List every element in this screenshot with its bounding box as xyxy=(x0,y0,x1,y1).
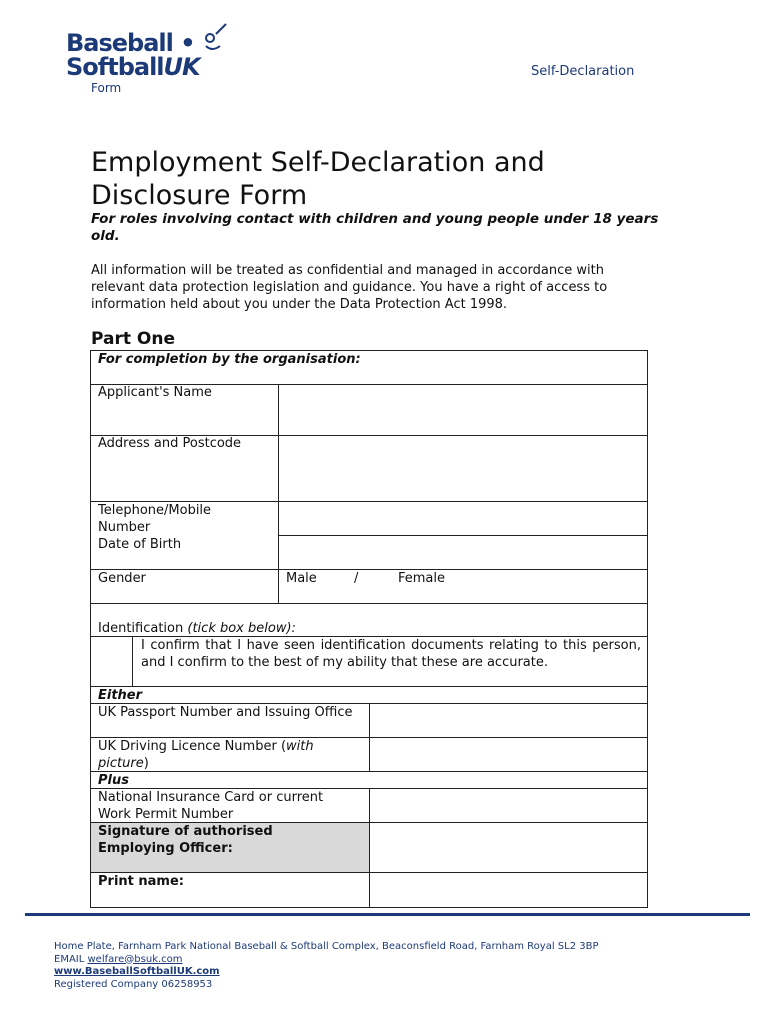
page-title: Employment Self-Declaration and Disclosure Form xyxy=(91,147,545,211)
batter-icon xyxy=(196,22,232,58)
footer xyxy=(54,941,599,991)
print-name-label: Print name: xyxy=(98,874,184,889)
footer-address: Home Plate, Farnham Park National Baseball & Softball Complex, Beaconsfield Road, Farnham Royal SL2 3BP xyxy=(54,941,599,952)
footer-email-line: EMAIL welfare@bsuk.com xyxy=(54,953,183,965)
logo-line-1: Baseball • xyxy=(66,29,195,57)
ni-label: National Insurance Card or current Work Permit Number xyxy=(98,790,324,822)
passport-label: UK Passport Number and Issuing Office xyxy=(98,705,353,720)
telephone-label: Telephone/Mobile Number xyxy=(98,503,212,535)
telephone-field[interactable] xyxy=(279,502,647,534)
print-name-field[interactable] xyxy=(370,873,647,907)
header-form-label: Form xyxy=(91,81,122,95)
identification-confirm-text: I confirm that I have seen identification documents relating to this person, and I confirm to the best of my ability that these are accurate. xyxy=(141,638,641,670)
address-label: Address and Postcode xyxy=(98,436,242,451)
identification-label: Identification (tick box below): xyxy=(98,621,296,636)
plus-label: Plus xyxy=(98,773,129,788)
identification-tick-box[interactable] xyxy=(90,636,133,686)
applicant-name-label: Applicant's Name xyxy=(98,385,212,400)
page-subtitle: For roles involving contact with children and young people under 18 years old. xyxy=(91,211,659,244)
dob-label: Date of Birth xyxy=(98,537,182,552)
driving-licence-field[interactable] xyxy=(370,738,647,770)
either-label: Either xyxy=(98,688,143,703)
footer-registration: Registered Company 06258953 xyxy=(54,978,213,990)
gender-label: Gender xyxy=(98,571,146,586)
intro-paragraph: All information will be treated as confidential and managed in accordance with relevant data protection legislation and guidance. You have a right of access to information held about you under the Data Protection Act 1998. xyxy=(91,263,608,312)
dob-field[interactable] xyxy=(279,536,647,568)
signature-label: Signature of authorised Employing Officer: xyxy=(98,824,273,856)
gender-option-male[interactable]: Male xyxy=(286,571,317,586)
address-field[interactable] xyxy=(279,436,647,500)
gender-option-female[interactable]: Female xyxy=(398,571,446,586)
footer-rule xyxy=(25,913,750,916)
gender-separator: / xyxy=(354,571,359,586)
row-divider xyxy=(90,686,648,687)
footer-website-link[interactable]: www.BaseballSoftballUK.com xyxy=(54,966,220,977)
logo-line-2: SoftballUK xyxy=(66,53,200,81)
driving-licence-label: UK Driving Licence Number (with picture) xyxy=(98,739,314,771)
row-divider xyxy=(90,603,648,604)
passport-field[interactable] xyxy=(370,704,647,736)
applicant-name-field[interactable] xyxy=(279,385,647,434)
completion-note: For completion by the organisation: xyxy=(98,352,361,367)
brand-logo xyxy=(66,22,236,84)
part-heading: Part One xyxy=(91,329,175,349)
header-doc-type: Self-Declaration xyxy=(531,64,635,79)
footer-email-link[interactable]: welfare@bsuk.com xyxy=(87,953,183,965)
row-divider xyxy=(90,569,648,570)
signature-field[interactable] xyxy=(370,823,647,871)
ni-field[interactable] xyxy=(370,789,647,821)
